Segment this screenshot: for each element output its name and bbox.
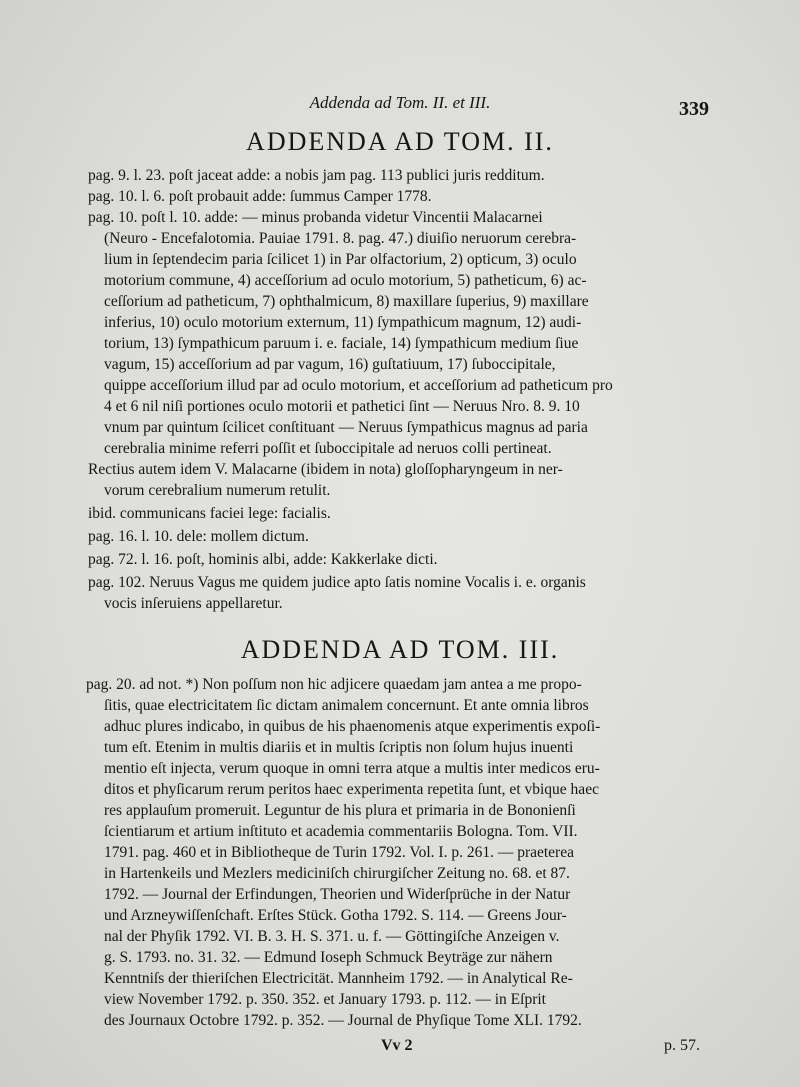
text-line: adhuc plures indicabo, in quibus de his phaenomenis atque experimentis expoſi- [104,718,601,735]
text-line: ceſſorium ad patheticum, 7) ophthalmicum, 8) maxillare ſuperius, 9) maxillare [104,293,589,310]
text-line: in Hartenkeils und Mezlers mediciniſch chirurgiſcher Zeitung no. 68. et 87. [104,865,570,882]
text-line: des Journaux Octobre 1792. p. 352. — Journal de Phyſique Tome XLI. 1792. [104,1012,582,1029]
text-line: pag. 72. l. 16. poſt, hominis albi, adde: Kakkerlake dicti. [88,551,438,568]
text-line: mentio eſt injecta, verum quoque in omni terra atque a multis inter medicos eru- [104,760,600,777]
text-line: pag. 16. l. 10. dele: mollem dictum. [88,528,309,545]
text-line: (Neuro - Encefalotomia. Pauiae 1791. 8. pag. 47.) diuiſio neruorum cerebra- [104,230,577,247]
text-line: pag. 10. poſt l. 10. adde: — minus probanda videtur Vincentii Malacarnei [88,209,543,226]
text-line: ſitis, quae electricitatem ſic dictam animalem concernunt. Et ante omnia libros [104,697,589,714]
text-line: und Arzneywiſſenſchaft. Erſtes Stück. Gotha 1792. S. 114. — Greens Jour- [104,907,567,924]
text-line: 1792. — Journal der Erfindungen, Theorien und Widerſprüche in der Natur [104,886,571,903]
text-line: ditos et phyſicarum rerum peritos haec experimenta repetita ſunt, et vbique haec [104,781,599,798]
signature-mark: Vv 2 [381,1037,413,1054]
text-line: vagum, 15) acceſſorium ad par vagum, 16) guſtatiuum, 17) ſuboccipitale, [104,356,556,373]
text-line: nal der Phyſik 1792. VI. B. 3. H. S. 371. u. f. — Göttingiſche Anzeigen v. [104,928,560,945]
text-line: res applauſum promeruit. Leguntur de his plura et primaria in de Bononienſi [104,802,576,819]
text-line: lium in ſeptendecim paria ſcilicet 1) in Par olfactorium, 2) opticum, 3) oculo [104,251,577,268]
text-line: torium, 13) ſympathicum paruum i. e. faciale, 14) ſympathicum medium ſiue [104,335,579,352]
text-line: ibid. communicans faciei lege: facialis. [88,505,331,522]
text-line: pag. 102. Neruus Vagus me quidem judice apto ſatis nomine Vocalis i. e. organis [88,574,586,591]
text-line: g. S. 1793. no. 31. 32. — Edmund Ioseph Schmuck Beyträge zur nähern [104,949,553,966]
text-line: tum eſt. Etenim in multis diariis et in multis ſcriptis non ſolum hujus inuenti [104,739,574,756]
text-line: 1791. pag. 460 et in Bibliotheque de Turin 1792. Vol. I. p. 261. — praeterea [104,844,574,861]
section-heading-tom-ii: ADDENDA AD TOM. II. [246,127,554,156]
section-heading-tom-iii: ADDENDA AD TOM. III. [240,635,560,664]
text-line: Rectius autem idem V. Malacarne (ibidem in nota) gloſſopharyngeum in ner- [88,461,563,478]
text-line: cerebralia minime referri poſſit et ſuboccipitale ad neruos colli pertineat. [104,440,552,457]
text-line: pag. 20. ad not. *) Non poſſum non hic adjicere quaedam jam antea a me propo- [86,676,582,693]
text-line: vocis inſeruiens appellaretur. [104,595,283,612]
text-line: view November 1792. p. 350. 352. et January 1793. p. 112. — in Eſprit [104,991,546,1008]
text-line: 4 et 6 nil niſi portiones oculo motorii et pathetici ſint — Neruus Nro. 8. 9. 10 [104,398,580,415]
catchword: p. 57. [664,1037,700,1054]
text-line: Kenntniſs der thieriſchen Electricität. Mannheim 1792. — in Analytical Re- [104,970,573,987]
text-line: vnum par quintum ſcilicet conſtituant — Neruus ſympathicus magnus ad paria [104,419,588,436]
text-line: ſcientiarum et artium inſtituto et academia commentariis Bologna. Tom. VII. [104,823,578,840]
text-line: inferius, 10) oculo motorium externum, 11) ſympathicum magnum, 12) audi- [104,314,582,331]
running-head: Addenda ad Tom. II. et III. [309,93,491,112]
text-line: quippe acceſſorium illud par ad oculo motorium, et acceſſorium ad patheticum pro [104,377,613,394]
text-line: pag. 10. l. 6. poſt probauit adde: ſummus Camper 1778. [88,188,432,205]
page-number: 339 [679,98,709,120]
text-line: pag. 9. l. 23. poſt jaceat adde: a nobis jam pag. 113 publici juris redditum. [88,167,545,184]
text-line: motorium commune, 4) acceſſorium ad oculo motorium, 5) patheticum, 6) ac- [104,272,587,289]
text-line: vorum cerebralium numerum retulit. [104,482,331,499]
